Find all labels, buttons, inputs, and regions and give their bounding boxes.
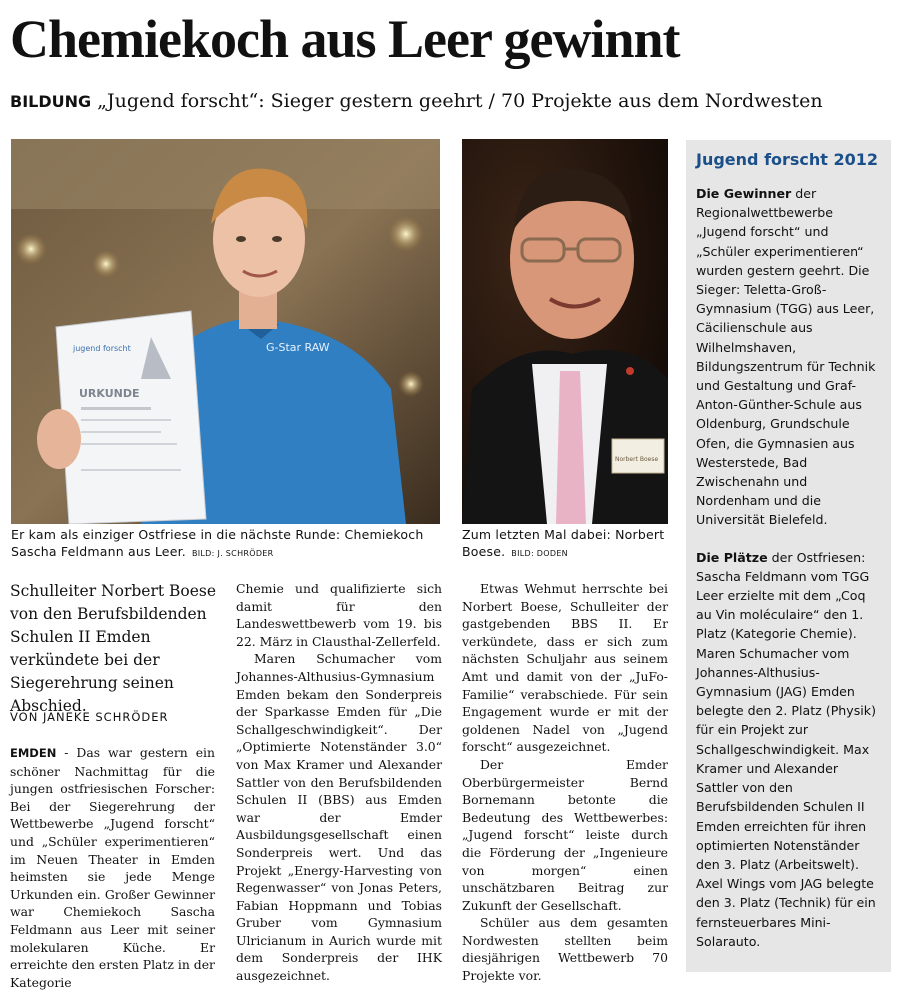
photo1-credit: BILD: J. SCHRÖDER: [191, 549, 274, 558]
photo1-caption: [11, 526, 441, 562]
article-paragraph: Chemie und qualifizierte sich damit für den Landeswettbewerb vom 19. bis 22. März in Clausthal-Zellerfeld.: [236, 581, 442, 649]
info-box-paragraph: [696, 548, 882, 951]
photo2-credit: BILD: DODEN: [511, 549, 568, 558]
photo-sascha-feldmann-image: [11, 139, 440, 524]
article-paragraph: Etwas Wehmut herrschte bei Norbert Boese, Schulleiter der gastgebenden BBS II. Er verkündete, dass er sich zum nächsten Schuljahr aus seinem Amt und damit von der „JuFo-Familie“ verabschiede. Für sein Engagement wurde er mit der goldenen Nadel von „Jugend forscht“ ausgezeichnet.: [462, 581, 668, 755]
info-box-text: der Ostfriesen: Sascha Feldmann vom TGG Leer erzielte mit dem „Coq au Vin moléculaire“ den 1. Platz (Kategorie Chemie). Maren Schumacher vom Johannes-Althusius-Gymnasium (JAG) Emden belegte den 2. Platz (Physik) für ein Projekt zur Schallgeschwindigkeit. Max Kramer und Alexander Sattler von den Berufsbildenden Schulen II Emden erreichten für ihren optimierten Notenständer den 3. Platz (Arbeitswelt). Axel Wings vom JAG belegte den 3. Platz (Technik) für ein fernsteuerbares Mini-Solarauto.: [696, 549, 876, 949]
headline: Chemiekoch aus Leer gewinnt: [10, 9, 680, 69]
name-badge: Norbert Boese: [615, 456, 659, 463]
byline: VON JANEKE SCHRÖDER: [10, 710, 169, 724]
article-text: - Das war gestern ein schöner Nachmittag für die jungen ostfriesischen Forscher: Bei der Siegerehrung der Wettbewerbe „Jugend forscht“ und „Schüler experimentieren“ im Neuen Theater in Emden heimsten sie jede Menge Urkunden ein. Großer Gewinner war Chemiekoch Sascha Feldmann aus Leer mit seiner molekularen Küche. Er erreichte den ersten Platz in der Kategorie: [10, 745, 215, 990]
photo-norbert-boese: [462, 139, 668, 524]
info-box-paragraph: [696, 184, 882, 530]
photo-norbert-boese-image: [462, 139, 668, 524]
info-box-text: der Regionalwettbewerbe „Jugend forscht“ und „Schüler experimentieren“ wurden gestern geehrt. Die Sieger: Teletta-Groß-Gymnasium (TGG) aus Leer, Cäcilienschule aus Wilhelmshaven, Bildungszentrum für Technik und Gestaltung und Graf-Anton-Günther-Schule aus Oldenburg, Grundschule Ofen, die Gymnasien aus Westerstede, Bad Zwischenahn und Nordenham und die Universität Bielefeld.: [696, 186, 876, 528]
article-paragraph: Der Emder Oberbürgermeister Bernd Bornemann betonte die Bedeutung des Wettbewerbes: „Jugend forscht“ leiste durch die Förderung der „Ingenieure von morgen“ einen unschätzbaren Beitrag zur Zukunft der Gesellschaft.: [462, 756, 668, 913]
shirt-print: G-Star RAW: [266, 341, 330, 354]
info-box-lead-word: Die Plätze: [696, 549, 768, 565]
article-paragraph: Schüler aus dem gesamten Nordwesten stellten beim diesjährigen Wettbewerb 70 Projekte vor.: [462, 915, 668, 984]
photo-sascha-feldmann: [11, 139, 440, 524]
article-column-1: [10, 744, 215, 991]
info-box-lead-word: Die Gewinner: [696, 186, 792, 201]
photo2-caption: [462, 526, 672, 562]
article-lead: Schulleiter Norbert Boese von den Berufsbildenden Schulen II Emden verkündete bei der Siegerehrung seinen Abschied.: [10, 582, 217, 715]
article-paragraph: [10, 744, 215, 991]
certificate-logo: jugend forscht: [73, 344, 131, 353]
photo2-caption-text: Zum letzten Mal dabei: Norbert Boese.: [462, 527, 665, 559]
info-box-body: [696, 184, 882, 969]
article-column-2: [236, 580, 442, 985]
dateline: EMDEN: [10, 746, 57, 760]
section-kicker: BILDUNG: [10, 92, 92, 111]
article-column-3: [462, 580, 668, 985]
photo1-caption-text: Er kam als einziger Ostfriese in die nächste Runde: Chemiekoch Sascha Feldmann aus Leer.: [11, 527, 424, 559]
info-box-title: Jugend forscht 2012: [696, 150, 879, 169]
subheadline-text: „Jugend forscht“: Sieger gestern geehrt / 70 Projekte aus dem Nordwesten: [97, 90, 823, 112]
info-box: [686, 140, 891, 972]
article-paragraph: Maren Schumacher vom Johannes-Althusius-Gymnasium Emden bekam den Sonderpreis der Sparkasse Emden für „Die Schallgeschwindigkeit“. Der „Optimierte Notenständer 3.0“ von Max Kramer und Alexander Sattler von den Berufsbildenden Schulen II (BBS) aus Emden war der Emder Ausbildungsgesellschaft einen Sonderpreis wert. Und das Projekt „Energy-Harvesting von Regenwasser“ von Jonas Peters, Fabian Hoppmann und Tobias Gruber vom Gymnasium Ulricianum in Aurich wurde mit dem Sonderpreis der IHK ausgezeichnet.: [236, 651, 442, 984]
certificate-title: URKUNDE: [79, 387, 140, 400]
subheadline: [10, 88, 900, 115]
